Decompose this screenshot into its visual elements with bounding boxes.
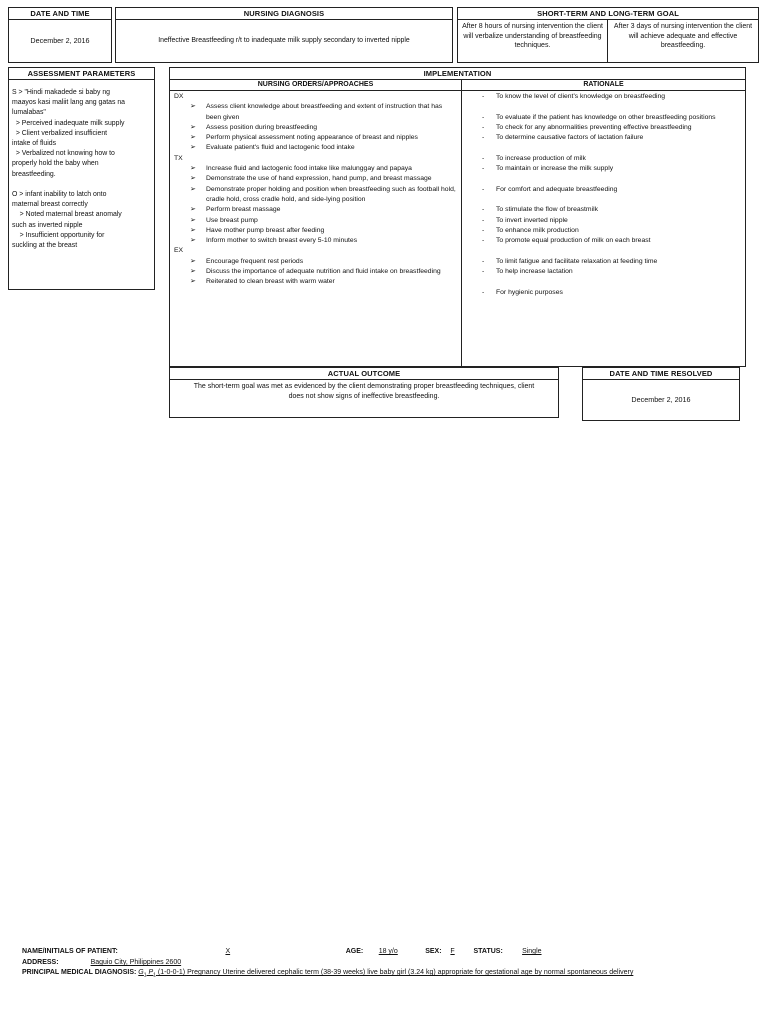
tx-order-item <box>174 236 458 246</box>
assessment-line: > Noted maternal breast anomaly <box>12 211 122 219</box>
assessment-line: such as inverted nipple <box>12 221 83 229</box>
ex-label: EX <box>174 247 184 255</box>
date-time-box <box>8 7 112 63</box>
dash-bullet-icon: - <box>482 288 485 296</box>
orders-header: NURSING ORDERS/APPROACHES <box>170 80 462 91</box>
short-term-goal-cell <box>458 20 608 62</box>
tx-order-item-text: Perform breast massage <box>206 206 281 214</box>
rationale-spacer <box>466 195 746 205</box>
assessment-line: > Insufficient opportunity for <box>12 231 105 239</box>
actual-outcome-text: The short-term goal was met as evidenced by the client demonstrating proper breastfeeding techniques, client does not show signs of ineffective breastfeeding. <box>193 383 535 400</box>
ex-order-item-text: Encourage frequent rest periods <box>206 257 304 265</box>
patient-line-3 <box>22 968 633 980</box>
dash-bullet-icon: - <box>482 134 485 142</box>
arrow-bullet-icon: ➢ <box>190 257 196 265</box>
ex-order-item <box>174 257 458 267</box>
short-term-goal: After 8 hours of nursing intervention the client will verbalize understanding of breastfeeding techniques. <box>462 23 603 50</box>
arrow-bullet-icon: ➢ <box>190 175 196 183</box>
rationale-text: For comfort and adequate breastfeeding <box>496 185 618 193</box>
rationale-item <box>466 164 746 174</box>
tx-order-item <box>174 185 458 206</box>
tx-order-item-text: Demonstrate the use of hand expression, hand pump, and breast massage <box>206 175 432 183</box>
assessment-line: suckling at the breast <box>12 242 78 250</box>
assessment-line: maayos kasi maliit lang ang gatas na <box>12 99 125 107</box>
rationale-text: To increase production of milk <box>496 154 586 162</box>
long-term-goal-cell <box>608 20 758 62</box>
date-resolved-value: December 2, 2016 <box>631 395 691 404</box>
dash-bullet-icon: - <box>482 216 485 224</box>
rationale-item <box>466 154 746 164</box>
rationale-text: To enhance milk production <box>496 226 579 234</box>
ex-order-item-text: Reiterated to clean breast with warm water <box>206 278 335 286</box>
rationale-list <box>466 92 746 298</box>
date-time-value: December 2, 2016 <box>30 36 90 45</box>
assessment-line: maternal breast correctly <box>12 201 88 209</box>
rationale-text: To invert inverted nipple <box>496 216 568 224</box>
tx-label: TX <box>174 154 183 162</box>
assessment-line: > Perceived inadequate milk supply <box>12 119 125 127</box>
dx-order-item-text: Evaluate patient's fluid and lactogenic food intake <box>206 144 355 152</box>
actual-outcome-box <box>169 367 559 418</box>
tx-order-item <box>174 205 458 215</box>
arrow-bullet-icon: ➢ <box>190 144 196 152</box>
assessment-box <box>8 67 155 290</box>
rationale-text: To limit fatigue and facilitate relaxation at feeding time <box>496 257 658 265</box>
address-value: Baguio City, Philippines 2600 <box>90 959 182 966</box>
ex-order-item <box>174 267 458 277</box>
dash-bullet-icon: - <box>482 268 485 276</box>
tx-order-item <box>174 216 458 226</box>
assessment-line: O > infant inability to latch onto <box>12 191 107 199</box>
tx-order-item-text: Use breast pump <box>206 216 258 224</box>
assessment-line: properly hold the baby when <box>12 160 99 168</box>
arrow-bullet-icon: ➢ <box>190 268 196 276</box>
arrow-bullet-icon: ➢ <box>190 103 196 111</box>
date-time-header: DATE AND TIME <box>9 8 111 20</box>
assessment-line <box>12 180 151 190</box>
dx-order-item <box>174 102 458 123</box>
assessment-text <box>9 80 154 251</box>
rationale-item <box>466 123 746 133</box>
assessment-line: S > "Hindi makadede si baby ng <box>12 89 111 96</box>
patient-line-2 <box>22 958 429 968</box>
tx-order-item <box>174 174 458 184</box>
ex-order-item-text: Discuss the importance of adequate nutrition and fluid intake on breastfeeding <box>206 268 441 276</box>
arrow-bullet-icon: ➢ <box>190 216 196 224</box>
tx-order-item-text: Inform mother to switch breast every 5-10 minutes <box>206 237 358 245</box>
dx-label: DX <box>174 93 184 100</box>
goal-box <box>457 7 759 63</box>
assessment-line: > Verbalized not knowing how to <box>12 150 115 158</box>
rationale-text: To know the level of client's knowledge on breastfeeding <box>496 93 666 100</box>
sex-label: SEX: <box>425 948 442 955</box>
patient-line-1 <box>22 947 561 957</box>
rationale-spacer <box>466 246 746 256</box>
patient-name-label: NAME/INITIALS OF PATIENT: <box>22 948 118 955</box>
dash-bullet-icon: - <box>482 185 485 193</box>
actual-outcome-header: ACTUAL OUTCOME <box>170 368 558 380</box>
arrow-bullet-icon: ➢ <box>190 134 196 142</box>
dash-bullet-icon: - <box>482 123 485 131</box>
rationale-item <box>466 288 746 298</box>
nursing-diagnosis-header: NURSING DIAGNOSIS <box>116 8 452 20</box>
rationale-text: To stimulate the flow of breastmilk <box>496 206 598 214</box>
rationale-spacer <box>466 143 746 153</box>
rationale-text: To evaluate if the patient has knowledge on other breastfeeding positions <box>496 113 716 121</box>
arrow-bullet-icon: ➢ <box>190 226 196 234</box>
nursing-orders <box>174 92 458 288</box>
assessment-line: lumalabas" <box>12 109 46 117</box>
dx-order-item-text: Assess position during breastfeeding <box>206 123 318 131</box>
rationale-text: To check for any abnormalities preventing effective breastfeeding <box>496 123 692 131</box>
rationale-spacer <box>466 102 746 112</box>
arrow-bullet-icon: ➢ <box>190 237 196 245</box>
rationale-item <box>466 185 746 195</box>
dash-bullet-icon: - <box>482 206 485 214</box>
implementation-header: IMPLEMENTATION <box>170 68 745 80</box>
column-divider <box>461 91 462 366</box>
arrow-bullet-icon: ➢ <box>190 185 196 193</box>
sex-value: F <box>450 948 455 955</box>
rationale-text: To maintain or increase the milk supply <box>496 165 614 173</box>
dash-bullet-icon: - <box>482 154 485 162</box>
rationale-item <box>466 133 746 143</box>
assessment-line: breastfeeding. <box>12 170 56 178</box>
dx-order-item-text: Assess client knowledge about breastfeeding and extent of instruction that has been given <box>206 103 443 121</box>
rationale-item <box>466 267 746 277</box>
long-term-goal: After 3 days of nursing intervention the client will achieve adequate and effective breastfeeding. <box>613 23 753 50</box>
medical-diagnosis-value <box>138 969 634 979</box>
rationale-item <box>466 226 746 236</box>
rationale-text: To determine causative factors of lactation failure <box>496 134 644 142</box>
tx-order-item-text: Demonstrate proper holding and position when breastfeeding such as football hold, cradle hold, cross cradle hold, and side-lying position <box>206 185 456 203</box>
tx-order-item <box>174 226 458 236</box>
rationale-item <box>466 92 746 102</box>
nursing-diagnosis-box <box>115 7 453 63</box>
address-label: ADDRESS: <box>22 959 59 966</box>
rationale-text: For hygienic purposes <box>496 288 563 296</box>
gp-p-sub: 1 <box>153 972 156 979</box>
rationale-text: To help increase lactation <box>496 268 573 276</box>
ex-order-item <box>174 277 458 287</box>
gp-g-sub: 1 <box>143 972 147 979</box>
dash-bullet-icon: - <box>482 257 485 265</box>
rationale-item <box>466 205 746 215</box>
arrow-bullet-icon: ➢ <box>190 278 196 286</box>
medical-diagnosis-text: (1-0-0-1) Pregnancy Uterine delivered cephalic term (38-39 weeks) live baby girl (3.24 kg) appropriate for gestational age by normal spontaneous delivery <box>157 969 634 976</box>
rationale-text: To promote equal production of milk on each breast <box>496 237 651 245</box>
arrow-bullet-icon: ➢ <box>190 206 196 214</box>
medical-diagnosis-label: PRINCIPAL MEDICAL DIAGNOSIS: <box>22 969 137 976</box>
tx-order-item-text: Increase fluid and lactogenic food intake like malunggay and papaya <box>206 165 412 173</box>
dash-bullet-icon: - <box>482 113 485 121</box>
date-resolved-box <box>582 367 740 421</box>
goal-header: SHORT-TERM AND LONG-TERM GOAL <box>458 8 758 20</box>
age-label: AGE: <box>345 948 364 955</box>
patient-name-value: X <box>225 948 231 955</box>
assessment-line: intake of fluids <box>12 140 57 148</box>
implementation-box <box>169 67 746 367</box>
age-value: 18 y/o <box>378 948 398 955</box>
tx-order-item <box>174 164 458 174</box>
date-resolved-header: DATE AND TIME RESOLVED <box>583 368 739 380</box>
arrow-bullet-icon: ➢ <box>190 123 196 131</box>
rationale-item <box>466 113 746 123</box>
dx-order-item-text: Perform physical assessment noting appearance of breast and nipples <box>206 134 418 142</box>
gp-p: P <box>148 969 154 976</box>
rationale-spacer <box>466 277 746 287</box>
arrow-bullet-icon: ➢ <box>190 165 196 173</box>
dx-order-item <box>174 133 458 143</box>
dash-bullet-icon: - <box>482 165 485 173</box>
rationale-spacer <box>466 174 746 184</box>
dx-order-item <box>174 143 458 153</box>
status-label: STATUS: <box>473 948 503 955</box>
dx-order-item <box>174 123 458 133</box>
rationale-item <box>466 216 746 226</box>
status-value: Single <box>522 948 542 955</box>
assessment-line: > Client verbalized insufficient <box>12 129 108 137</box>
dash-bullet-icon: - <box>482 237 485 245</box>
dash-bullet-icon: - <box>482 93 485 100</box>
nursing-diagnosis-value: Ineffective Breastfeeding r/t to inadequate milk supply secondary to inverted nipple <box>158 37 410 44</box>
assessment-header: ASSESSMENT PARAMETERS <box>9 68 154 80</box>
rationale-item <box>466 257 746 267</box>
tx-order-item-text: Have mother pump breast after feeding <box>206 226 325 234</box>
gp-g: G <box>138 969 144 976</box>
rationale-header: RATIONALE <box>462 80 745 91</box>
dash-bullet-icon: - <box>482 226 485 234</box>
rationale-item <box>466 236 746 246</box>
